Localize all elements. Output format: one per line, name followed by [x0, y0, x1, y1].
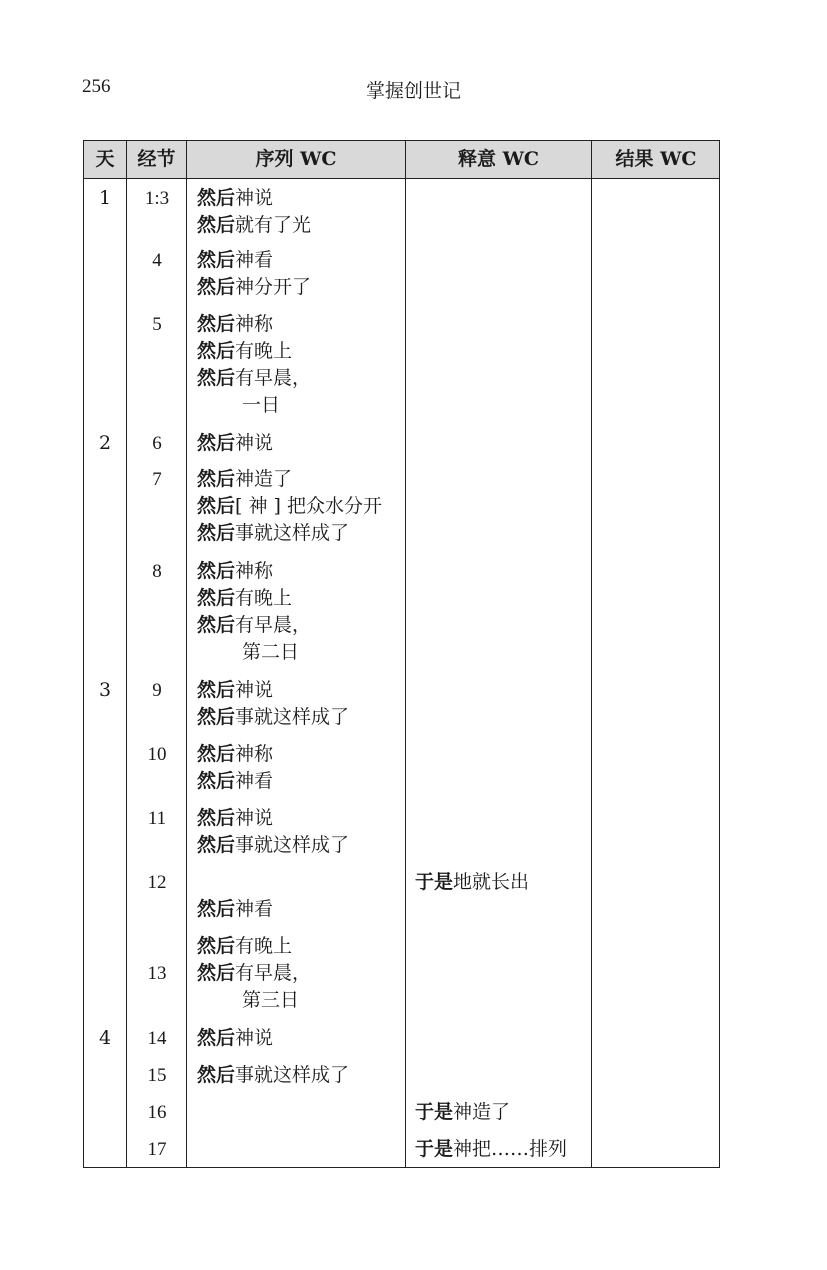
sequence-text: 神看: [235, 770, 274, 792]
connector-word: 然后: [197, 807, 236, 829]
sequence-line: [197, 311, 273, 338]
sequence-text: 有早晨，: [235, 367, 312, 389]
sequence-text: 有晚上: [235, 935, 293, 957]
day-number: 4: [98, 1027, 112, 1049]
sequence-text: 就有了光: [235, 214, 312, 236]
verse-ref: 1:3: [144, 188, 170, 209]
sequence-line: [197, 639, 299, 666]
sequence-line: [197, 987, 299, 1014]
sequence-line: [197, 212, 311, 239]
connector-word: 于是: [415, 1101, 454, 1123]
sequence-line: [197, 365, 311, 392]
meaning-text: 神把……排列: [453, 1138, 568, 1160]
day-number: 3: [98, 679, 112, 701]
verse-ref: 6: [152, 433, 162, 454]
sequence-line: [197, 274, 311, 301]
sequence-line: [197, 677, 273, 704]
verse-ref: 14: [147, 1028, 167, 1049]
sequence-line: [197, 392, 280, 419]
verse-ref: 9: [152, 680, 162, 701]
sequence-text: 事就这样成了: [235, 1064, 350, 1086]
verse-ref: 17: [147, 1139, 167, 1160]
sequence-text: 神看: [235, 249, 274, 271]
column-divider: [591, 141, 592, 1167]
connector-word: 然后: [197, 1064, 236, 1086]
sequence-text: 有晚上: [235, 587, 293, 609]
day-number: 2: [98, 432, 112, 454]
sequence-text: 神说: [235, 807, 274, 829]
sequence-text: 神称: [235, 313, 274, 335]
connector-word: 然后: [197, 522, 236, 544]
connector-word: 于是: [415, 871, 454, 893]
sequence-line: [197, 558, 273, 585]
sequence-line: [197, 933, 292, 960]
sequence-line: [197, 768, 273, 795]
sequence-line: [197, 520, 349, 547]
sequence-line: [197, 805, 273, 832]
sequence-text: 一日: [242, 394, 281, 416]
connector-word: 然后: [197, 495, 236, 517]
running-title: 掌握创世记: [365, 80, 461, 102]
sequence-text: 有晚上: [235, 340, 293, 362]
connector-word: 然后: [197, 679, 236, 701]
column-divider: [186, 141, 187, 1167]
verse-ref: 4: [152, 250, 162, 271]
sequence-text: 神说: [235, 1027, 274, 1049]
meaning-line: [415, 1099, 510, 1126]
sequence-text: 事就这样成了: [235, 706, 350, 728]
sequence-line: [197, 338, 292, 365]
sequence-text: 神说: [235, 432, 274, 454]
sequence-line: [197, 612, 311, 639]
sequence-line: [197, 185, 273, 212]
sequence-line: [197, 1062, 349, 1089]
column-divider: [126, 141, 127, 1167]
connector-word: 然后: [197, 214, 236, 236]
connector-word: 然后: [197, 313, 236, 335]
sequence-line: [197, 585, 292, 612]
sequence-text: 第三日: [242, 989, 300, 1011]
sequence-text: 有早晨，: [235, 962, 312, 984]
sequence-line: [197, 896, 273, 923]
verse-ref: 7: [152, 469, 162, 490]
meaning-line: [415, 869, 529, 896]
connector-word: 然后: [197, 187, 236, 209]
sequence-line: [197, 466, 292, 493]
sequence-text: 神说: [235, 679, 274, 701]
connector-word: 然后: [197, 706, 236, 728]
meaning-text: 神造了: [453, 1101, 511, 1123]
connector-word: 然后: [197, 587, 236, 609]
verse-ref: 8: [152, 561, 162, 582]
column-divider: [405, 141, 406, 1167]
sequence-text: 神说: [235, 187, 274, 209]
connector-word: 然后: [197, 432, 236, 454]
header-sequence: 序列 WC: [255, 148, 337, 170]
sequence-line: [197, 1025, 273, 1052]
connector-word: 然后: [197, 276, 236, 298]
connector-word: 然后: [197, 935, 236, 957]
meaning-line: [415, 1136, 567, 1163]
connector-word: 然后: [197, 770, 236, 792]
connector-word: 然后: [197, 340, 236, 362]
connector-word: 然后: [197, 962, 236, 984]
verse-ref: 10: [147, 744, 167, 765]
connector-word: 然后: [197, 1027, 236, 1049]
connector-word: 然后: [197, 560, 236, 582]
verse-ref: 11: [147, 808, 167, 829]
header-result: 结果 WC: [615, 148, 697, 170]
sequence-text: 神看: [235, 898, 274, 920]
connector-word: 然后: [197, 468, 236, 490]
sequence-text: 神造了: [235, 468, 293, 490]
sequence-line: [197, 247, 273, 274]
sequence-line: [197, 741, 273, 768]
sequence-line: [197, 704, 349, 731]
sequence-line: [197, 493, 382, 520]
sequence-text: 有早晨，: [235, 614, 312, 636]
verse-ref: 15: [147, 1065, 167, 1086]
sequence-line: [197, 960, 311, 987]
connector-word: 然后: [197, 249, 236, 271]
connector-word: 然后: [197, 614, 236, 636]
verse-ref: 16: [147, 1102, 167, 1123]
sequence-text: 神分开了: [235, 276, 312, 298]
verse-ref: 5: [152, 314, 162, 335]
header-day: 天: [95, 148, 115, 170]
sequence-text: 神称: [235, 560, 274, 582]
connector-word: 然后: [197, 834, 236, 856]
sequence-text: 神称: [235, 743, 274, 765]
verse-ref: 12: [147, 872, 167, 893]
meaning-text: 地就长出: [453, 871, 530, 893]
connector-word: 于是: [415, 1138, 454, 1160]
verse-ref: 13: [147, 963, 167, 984]
day-number: 1: [98, 187, 112, 209]
connector-word: 然后: [197, 367, 236, 389]
connector-word: 然后: [197, 898, 236, 920]
connector-word: 然后: [197, 743, 236, 765]
sequence-text: [ 神 ] 把众水分开: [235, 495, 382, 517]
sequence-line: [197, 832, 349, 859]
sequence-text: 事就这样成了: [235, 522, 350, 544]
sequence-text: 第二日: [242, 641, 300, 663]
sequence-text: 事就这样成了: [235, 834, 350, 856]
comparison-table: [83, 140, 720, 1168]
page-number: 256: [82, 76, 111, 97]
header-meaning: 释意 WC: [457, 148, 540, 170]
header-verse: 经节: [137, 148, 176, 170]
sequence-line: [197, 430, 273, 457]
